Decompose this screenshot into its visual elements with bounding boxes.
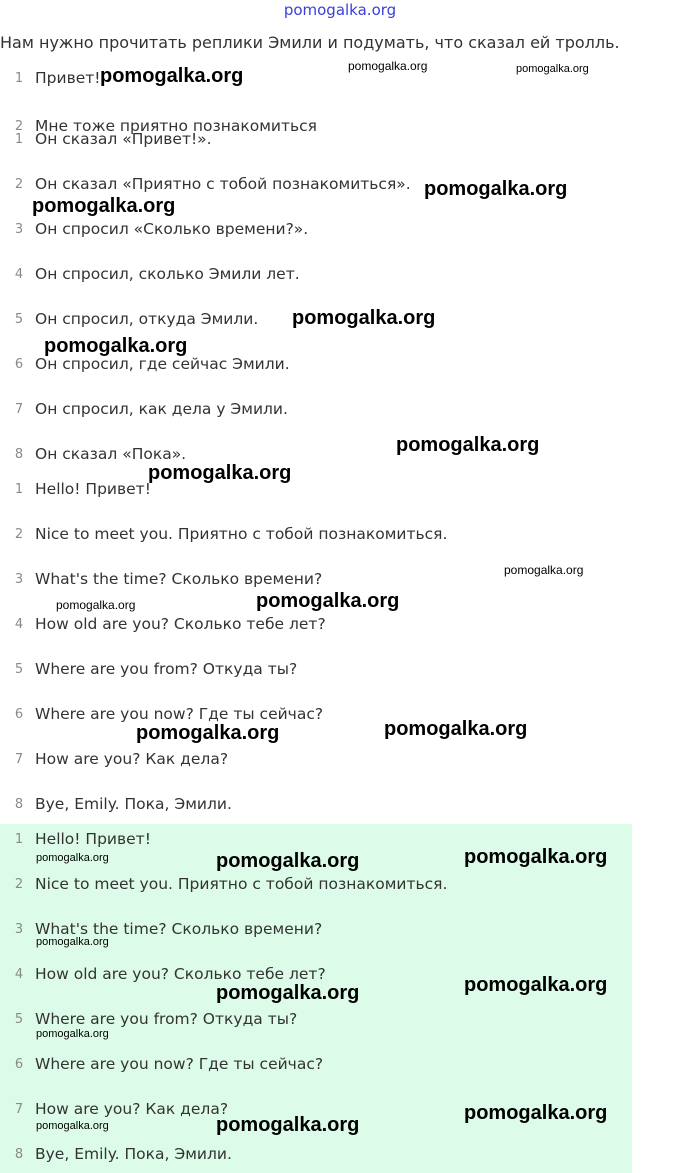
watermark: pomogalka.org	[292, 307, 436, 329]
item-text: Nice to meet you. Приятно с тобой познакомиться.	[35, 525, 448, 543]
item-number: 3	[14, 572, 24, 587]
watermark: pomogalka.org	[216, 1114, 360, 1136]
watermark: pomogalka.org	[36, 852, 109, 864]
watermark: pomogalka.org	[36, 936, 109, 948]
item-number: 2	[14, 177, 24, 192]
task-intro: Нам нужно прочитать реплики Эмили и подумать, что сказал ей тролль.	[0, 33, 620, 52]
site-link[interactable]: pomogalka.org	[283, 1, 397, 19]
watermark: pomogalka.org	[100, 65, 244, 87]
item-number: 7	[14, 1102, 24, 1117]
watermark: pomogalka.org	[424, 178, 568, 200]
item-number: 6	[14, 357, 24, 372]
watermark: pomogalka.org	[464, 974, 608, 996]
watermark: pomogalka.org	[464, 846, 608, 868]
item-number: 7	[14, 752, 24, 767]
item-text: Привет!	[35, 69, 101, 87]
item-number: 4	[14, 267, 24, 282]
watermark: pomogalka.org	[36, 1120, 109, 1132]
watermark: pomogalka.org	[396, 434, 540, 456]
item-number: 1	[14, 71, 24, 86]
clipped-row	[0, 117, 340, 135]
item-text: Он спросил, где сейчас Эмили.	[35, 355, 290, 373]
item-text: Where are you now? Где ты сейчас?	[35, 705, 324, 723]
item-text: Он сказал «Пока».	[35, 445, 187, 463]
item-text: Мне тоже приятно познакомиться	[35, 117, 317, 135]
watermark: pomogalka.org	[36, 1028, 109, 1040]
item-text: Он сказал «Приятно с тобой познакомиться».	[35, 175, 411, 193]
item-number: 5	[14, 312, 24, 327]
watermark: pomogalka.org	[148, 462, 292, 484]
watermark: pomogalka.org	[216, 850, 360, 872]
item-text: Where are you now? Где ты сейчас?	[35, 1055, 324, 1073]
watermark: pomogalka.org	[56, 598, 136, 612]
item-number: 1	[14, 482, 24, 497]
watermark: pomogalka.org	[464, 1102, 608, 1124]
item-text: Он спросил «Сколько времени?».	[35, 220, 309, 238]
item-text: Nice to meet you. Приятно с тобой познакомиться.	[35, 875, 448, 893]
item-number: 1	[14, 132, 24, 147]
item-text: How are you? Как дела?	[35, 750, 229, 768]
item-number: 6	[14, 1057, 24, 1072]
item-text: What's the time? Сколько времени?	[35, 570, 323, 588]
watermark: pomogalka.org	[348, 59, 428, 73]
watermark: pomogalka.org	[516, 63, 589, 75]
watermark: pomogalka.org	[256, 590, 400, 612]
item-text: Он спросил, откуда Эмили.	[35, 310, 259, 328]
watermark: pomogalka.org	[216, 982, 360, 1004]
item-number: 8	[14, 797, 24, 812]
item-number: 5	[14, 662, 24, 677]
watermark: pomogalka.org	[44, 335, 188, 357]
watermark: pomogalka.org	[384, 718, 528, 740]
item-number: 3	[14, 222, 24, 237]
item-number: 3	[14, 922, 24, 937]
item-number: 2	[14, 527, 24, 542]
item-number: 4	[14, 967, 24, 982]
item-text: Where are you from? Откуда ты?	[35, 1010, 298, 1028]
watermark: pomogalka.org	[504, 563, 584, 577]
item-number: 4	[14, 617, 24, 632]
item-number: 6	[14, 707, 24, 722]
item-text: What's the time? Сколько времени?	[35, 920, 323, 938]
item-number: 5	[14, 1012, 24, 1027]
item-number: 7	[14, 402, 24, 417]
item-number: 1	[14, 832, 24, 847]
item-text: Он спросил, как дела у Эмили.	[35, 400, 288, 418]
item-number: 2	[14, 119, 24, 134]
item-text: Bye, Emily. Пока, Эмили.	[35, 795, 232, 813]
item-number: 2	[14, 877, 24, 892]
item-text: How old are you? Сколько тебе лет?	[35, 965, 326, 983]
item-text: How old are you? Сколько тебе лет?	[35, 615, 326, 633]
item-text: Он сказал «Привет!».	[35, 130, 212, 148]
item-text: Bye, Emily. Пока, Эмили.	[35, 1145, 232, 1163]
item-text: Hello! Привет!	[35, 480, 151, 498]
item-number: 8	[14, 1147, 24, 1162]
item-text: Он спросил, сколько Эмили лет.	[35, 265, 300, 283]
item-text: Hello! Привет!	[35, 830, 151, 848]
item-number: 8	[14, 447, 24, 462]
item-text: Where are you from? Откуда ты?	[35, 660, 298, 678]
watermark: pomogalka.org	[32, 195, 176, 217]
item-text: How are you? Как дела?	[35, 1100, 229, 1118]
watermark: pomogalka.org	[136, 722, 280, 744]
